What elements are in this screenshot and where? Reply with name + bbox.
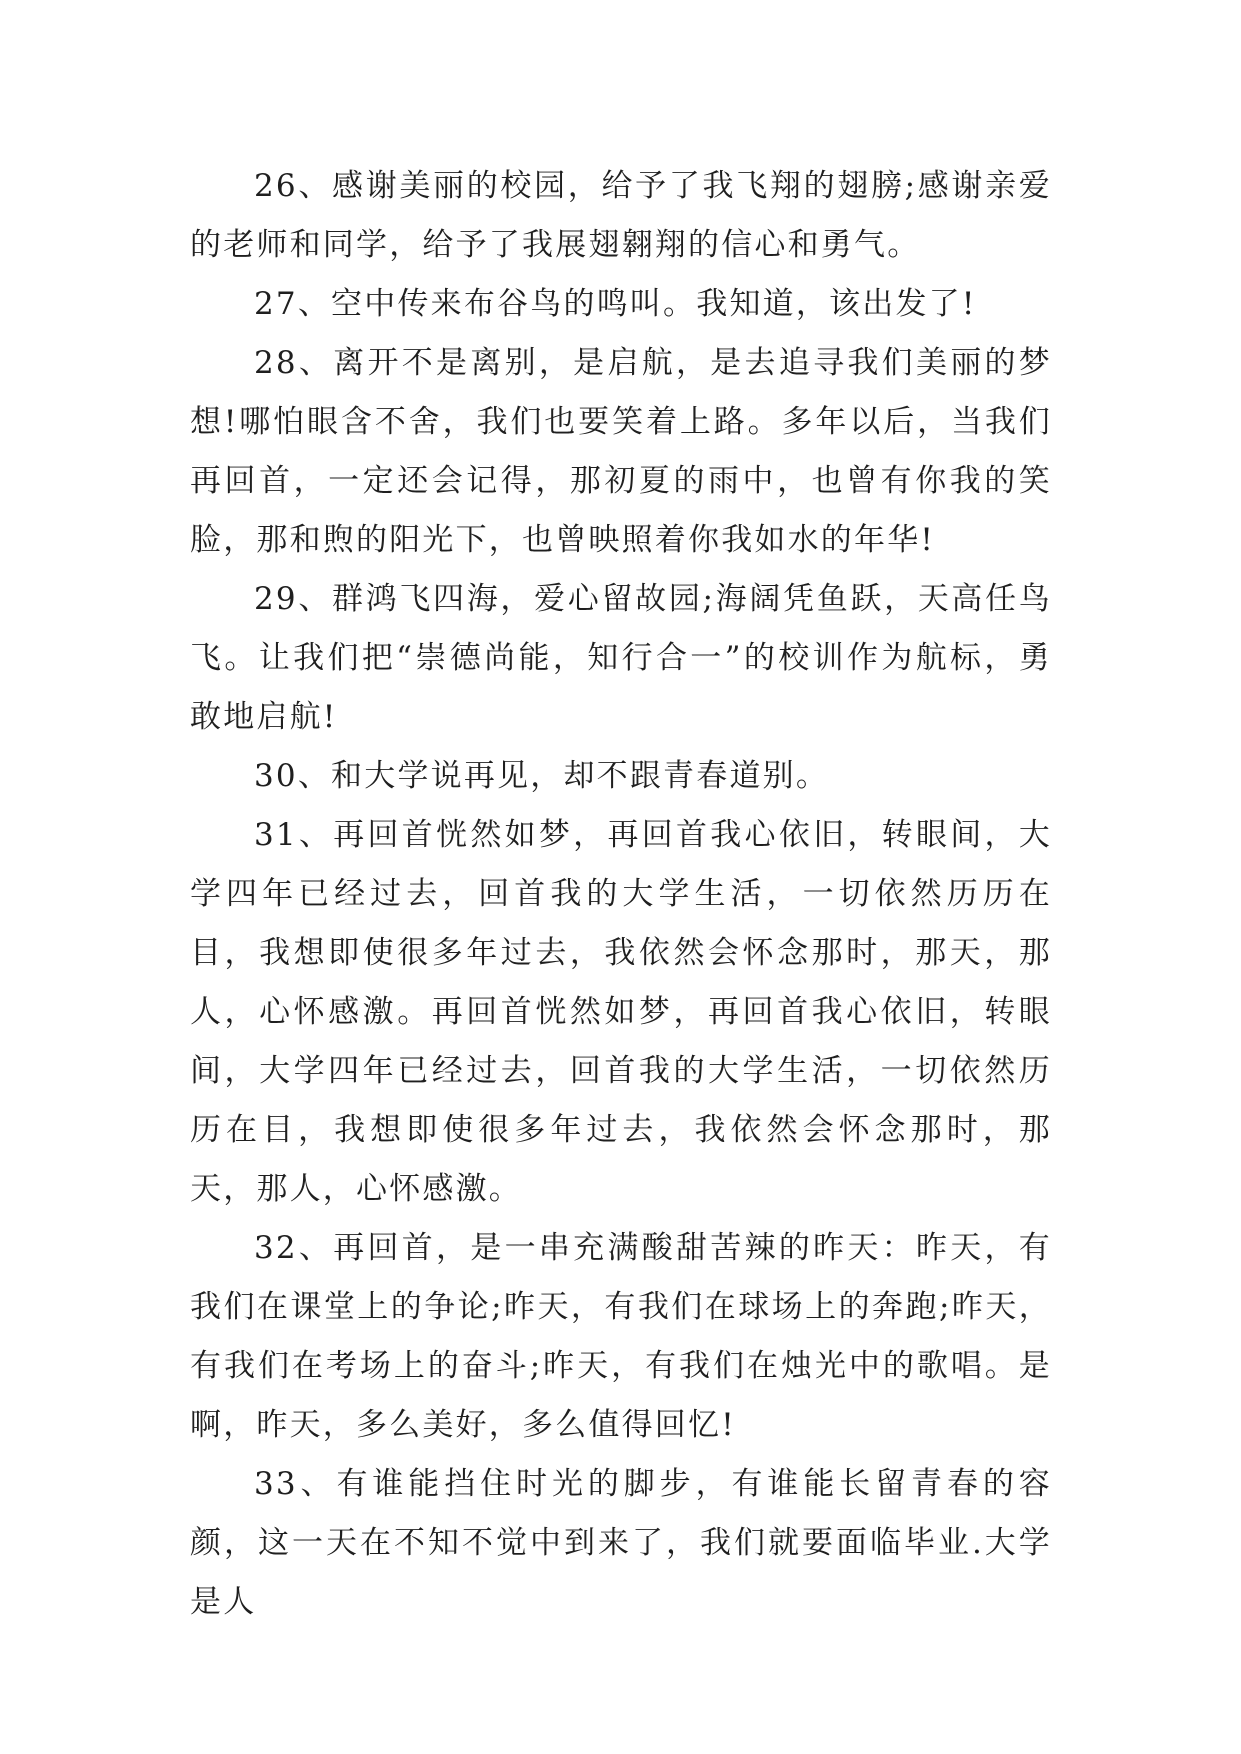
paragraph-28: 28、离开不是离别，是启航，是去追寻我们美丽的梦想!哪怕眼含不舍，我们也要笑着上路。多年以后，当我们再回首，一定还会记得，那初夏的雨中，也曾有你我的笑脸，那和煦的阳光下，也曾映照着你我如水的年华!: [190, 345, 1052, 558]
paragraph-27: 27、空中传来布谷鸟的鸣叫。我知道，该出发了!: [254, 286, 977, 322]
paragraph-33: 33、有谁能挡住时光的脚步，有谁能长留青春的容颜，这一天在不知不觉中到来了，我们就要面临毕业.大学是人: [190, 1466, 1052, 1620]
paragraph-29: 29、群鸿飞四海，爱心留故园;海阔凭鱼跃，天高任鸟飞。让我们把“崇德尚能，知行合一”的校训作为航标，勇敢地启航!: [190, 581, 1052, 735]
paragraph-30: 30、和大学说再见，却不跟青春道别。: [254, 758, 830, 794]
paragraph-32: 32、再回首，是一串充满酸甜苦辣的昨天：昨天，有我们在课堂上的争论;昨天，有我们在球场上的奔跑;昨天，有我们在考场上的奋斗;昨天，有我们在烛光中的歌唱。是啊，昨天，多么美好，多么值得回忆!: [190, 1230, 1052, 1443]
paragraph-31: 31、再回首恍然如梦，再回首我心依旧，转眼间，大学四年已经过去，回首我的大学生活，一切依然历历在目，我想即使很多年过去，我依然会怀念那时，那天，那人，心怀感激。再回首恍然如梦，再回首我心依旧，转眼间，大学四年已经过去，回首我的大学生活，一切依然历历在目，我想即使很多年过去，我依然会怀念那时，那天，那人，心怀感激。: [190, 817, 1052, 1207]
paragraph-26: 26、感谢美丽的校园，给予了我飞翔的翅膀;感谢亲爱的老师和同学，给予了我展翅翱翔的信心和勇气。: [190, 168, 1052, 263]
document-body: [190, 157, 1052, 1632]
